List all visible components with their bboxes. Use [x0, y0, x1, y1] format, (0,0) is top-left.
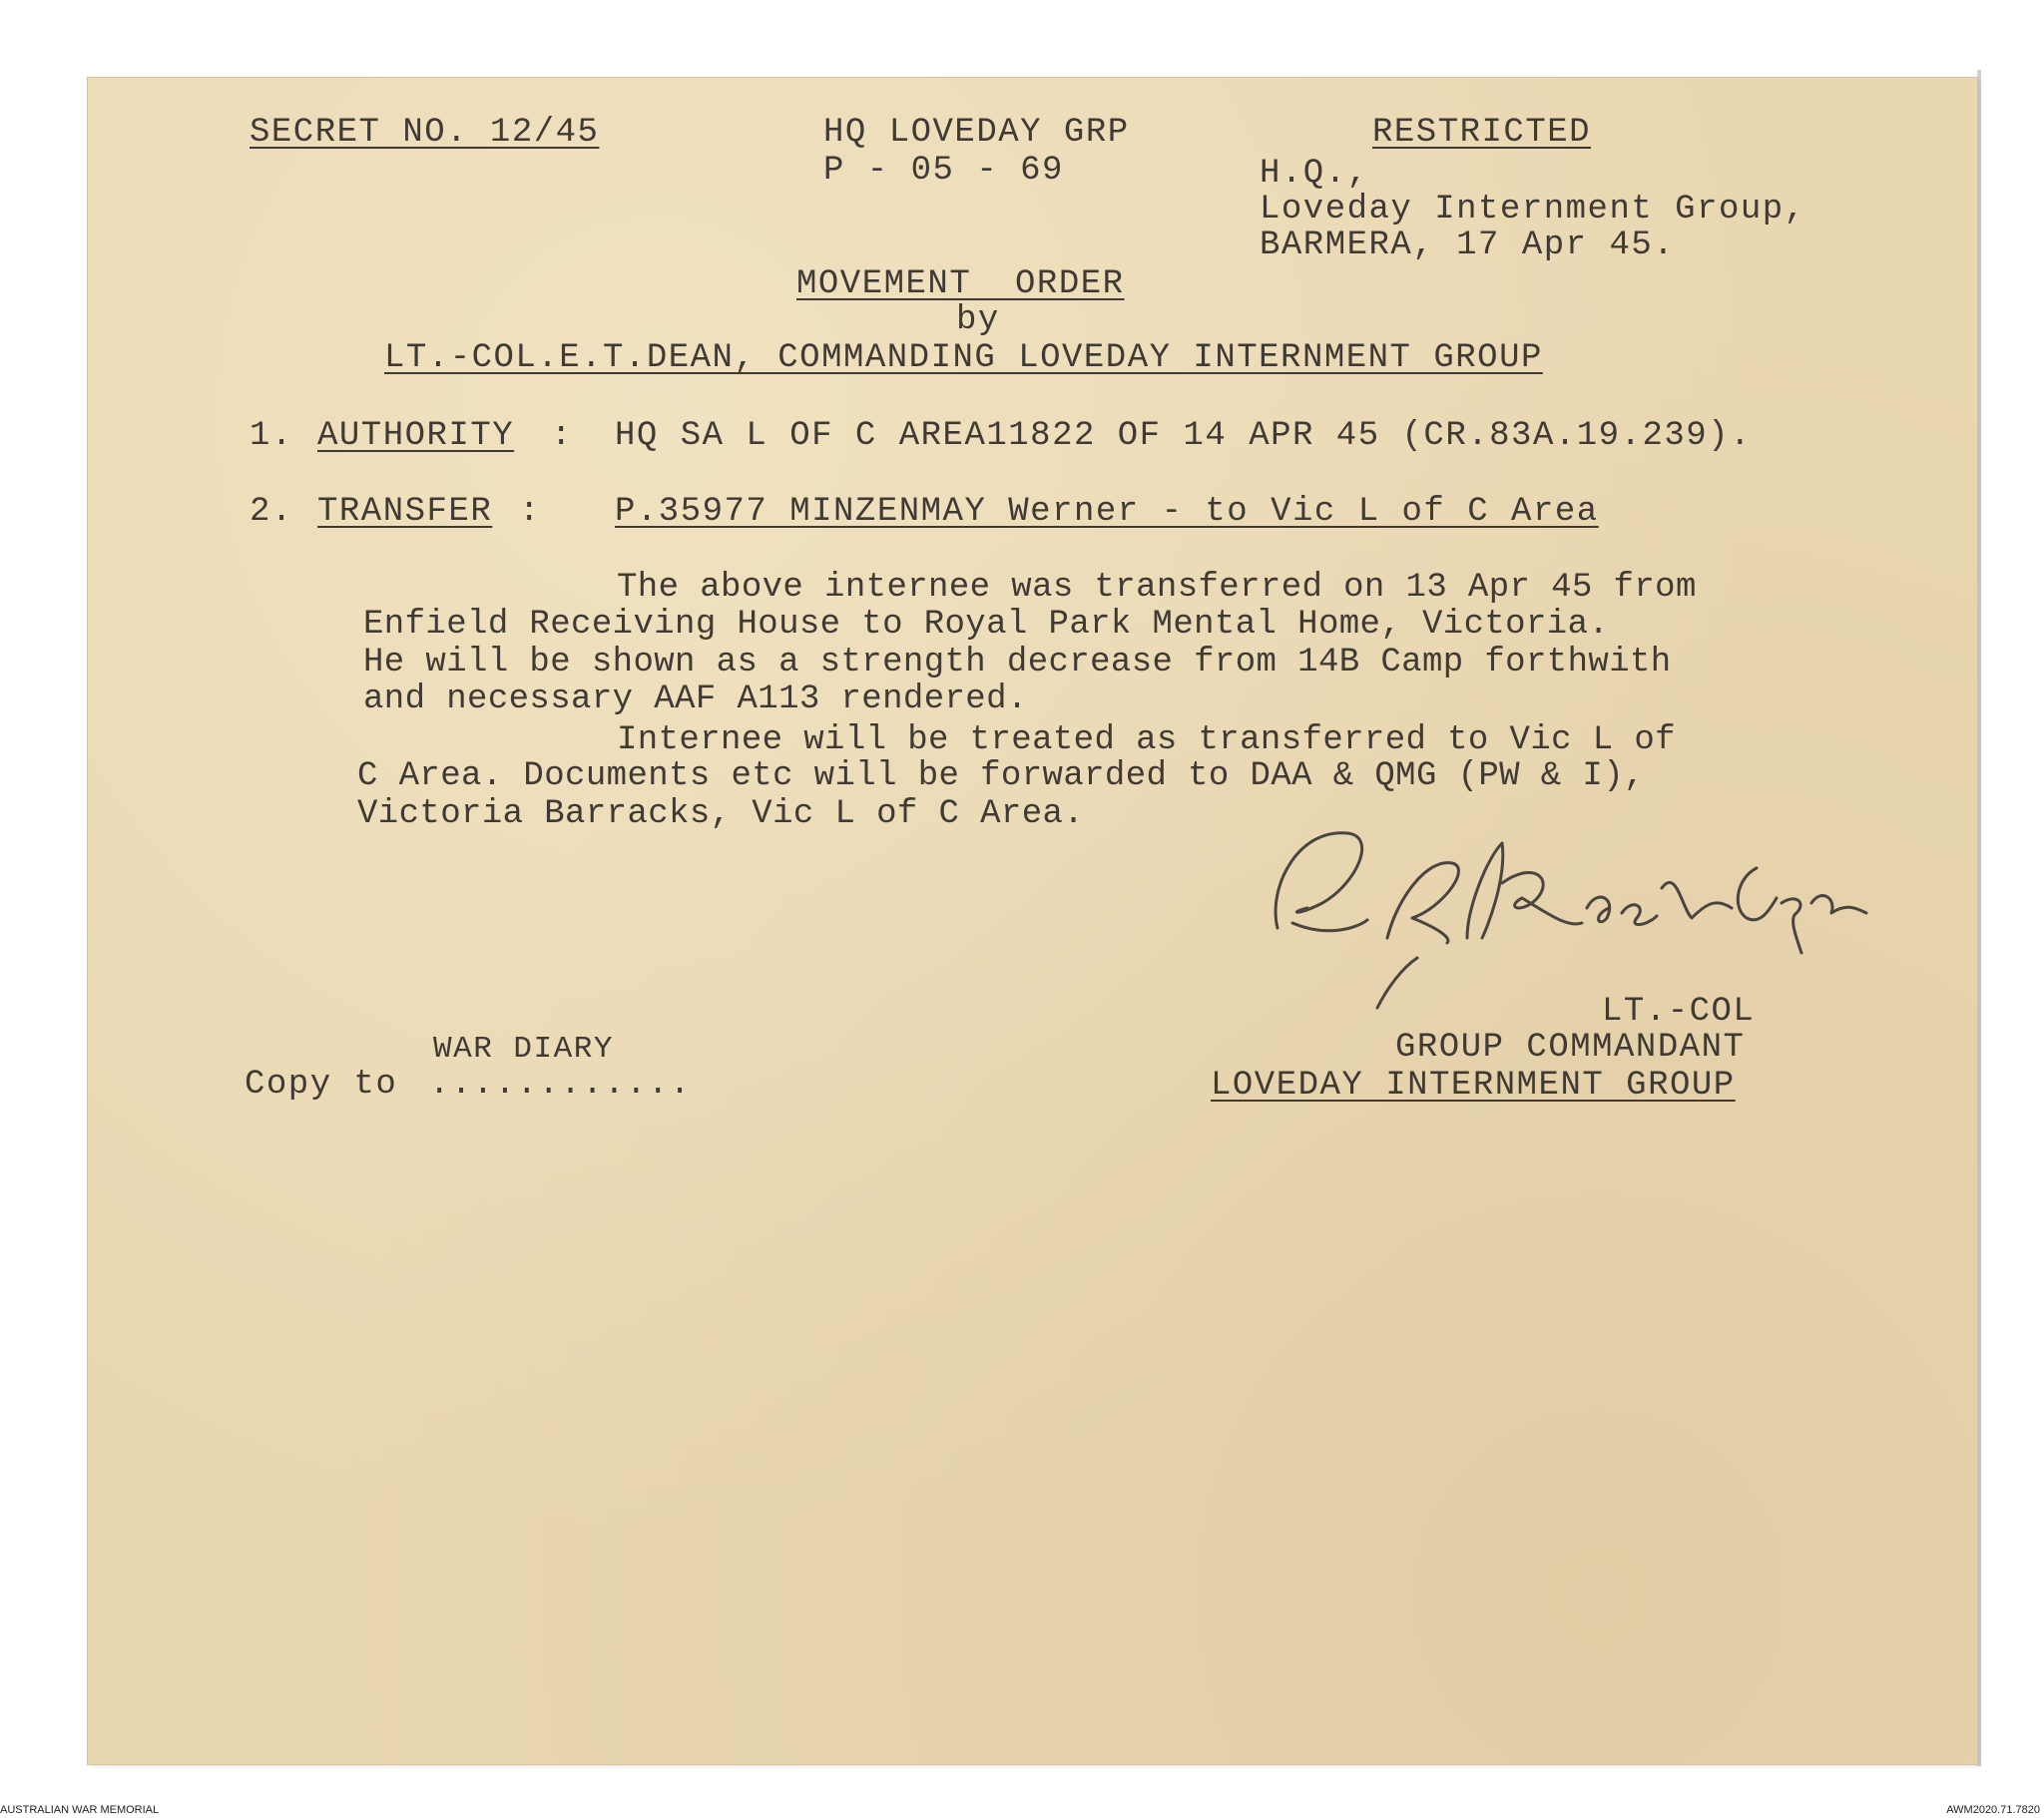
copy-to-recipient: WAR DIARY	[433, 1032, 614, 1067]
item-2-separator: :	[519, 493, 541, 531]
handwritten-signature	[1238, 788, 1896, 1018]
item-1-heading: AUTHORITY	[317, 417, 515, 455]
signatory-title-line2: LOVEDAY INTERNMENT GROUP	[1211, 1067, 1736, 1105]
footer-right: AWM2020.71.7820	[1946, 1804, 2040, 1816]
classification-left: SECRET NO. 12/45	[250, 114, 600, 152]
body-line-3: He will be shown as a strength decrease from 14B Camp forthwith	[363, 644, 1672, 682]
hq-ref-line2: P - 05 - 69	[823, 152, 1064, 190]
signatory-title-line1: GROUP COMMANDANT	[1395, 1029, 1746, 1067]
copy-to-label: Copy to	[245, 1066, 398, 1104]
footer-left: AUSTRALIAN WAR MEMORIAL	[0, 1804, 160, 1816]
item-2-heading: TRANSFER	[317, 493, 493, 531]
address-line1: H.Q.,	[1260, 155, 1369, 193]
body-line-5: Internee will be treated as transferred to Vic L of	[617, 721, 1676, 759]
address-line3: BARMERA, 17 Apr 45.	[1260, 227, 1676, 264]
hq-ref-line1: HQ LOVEDAY GRP	[823, 114, 1130, 152]
item-1-number: 1.	[250, 417, 293, 455]
item-2-number: 2.	[250, 493, 293, 531]
body-line-4: and necessary AAF A113 rendered.	[363, 681, 1028, 718]
order-title: MOVEMENT ORDER	[796, 265, 1125, 303]
address-line2: Loveday Internment Group,	[1260, 191, 1806, 228]
body-line-2: Enfield Receiving House to Royal Park Mental Home, Victoria.	[363, 606, 1610, 644]
item-1-separator: :	[551, 417, 573, 455]
signatory-rank: LT.-COL	[1602, 993, 1756, 1031]
copy-to-dots: ............	[429, 1066, 692, 1104]
item-2-text: P.35977 MINZENMAY Werner - to Vic L of C Area	[615, 493, 1599, 531]
body-line-1: The above internee was transferred on 13 Apr 45 from	[617, 569, 1697, 607]
order-by: by	[956, 301, 1000, 339]
order-issuer: LT.-COL.E.T.DEAN, COMMANDING LOVEDAY INTERNMENT GROUP	[384, 339, 1543, 377]
classification-right: RESTRICTED	[1372, 114, 1592, 152]
item-1-text: HQ SA L OF C AREA11822 OF 14 APR 45 (CR.83A.19.239).	[615, 417, 1752, 455]
body-line-6: C Area. Documents etc will be forwarded to DAA & QMG (PW & I),	[357, 757, 1645, 795]
body-line-7: Victoria Barracks, Vic L of C Area.	[357, 795, 1085, 833]
scan-edge	[1977, 70, 1981, 1766]
